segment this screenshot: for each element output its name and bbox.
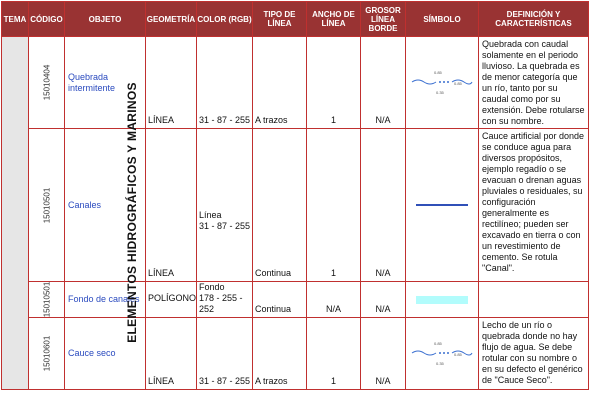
- color-value: Fondo 178 - 255 - 252: [199, 282, 243, 314]
- table-row: [2, 282, 589, 318]
- symbol-dim-label: 0.35: [436, 90, 444, 95]
- definicion-cell: Quebrada con caudal solamente en el periodo lluvioso. La quebrada es de menor categoría que un río, tanto por su caudal como por su extensión. Debe rotularse con su nombre.: [479, 37, 589, 129]
- color-cell: 31 - 87 - 255: [197, 318, 253, 390]
- grosor-cell: N/A: [361, 282, 406, 318]
- objeto-cell: Canales: [65, 129, 146, 282]
- header-color: COLOR (RGB): [197, 2, 253, 37]
- simbolo-cell: [406, 282, 479, 318]
- header-definicion: DEFINICIÓN Y CARACTERÍSTICAS: [479, 2, 589, 37]
- header-simbolo: SÍMBOLO: [406, 2, 479, 37]
- symbol-dim-label: 0.35: [436, 361, 444, 366]
- dashed-line-symbol-icon: [410, 66, 474, 96]
- header-geometria: GEOMETRÍA: [146, 2, 197, 37]
- objeto-cell: Cauce seco: [65, 318, 146, 390]
- grosor-cell: N/A: [361, 37, 406, 129]
- tipo-linea-cell: Continua: [253, 282, 307, 318]
- header-row: [2, 2, 589, 37]
- color-value: Línea 31 - 87 - 255: [199, 210, 251, 231]
- ancho-linea-cell: 1: [307, 318, 361, 390]
- ancho-linea-cell: 1: [307, 37, 361, 129]
- symbology-table: [1, 1, 589, 390]
- codigo-label: 15010501: [42, 281, 52, 318]
- geometria-value: POLÍGONO: [148, 293, 197, 303]
- header-grosor-linea-borde: GROSOR LÍNEA BORDE: [361, 2, 406, 37]
- tipo-linea-cell: Continua: [253, 129, 307, 282]
- symbol-dim-label: 0.85: [434, 70, 442, 75]
- codigo-label: 15010404: [42, 64, 52, 101]
- solid-line-symbol-icon: [416, 204, 468, 206]
- codigo-label: 15010501: [42, 187, 52, 223]
- color-cell: [197, 129, 253, 282]
- codigo-cell: [29, 282, 65, 318]
- grosor-cell: N/A: [361, 318, 406, 390]
- simbolo-cell: [406, 129, 479, 282]
- simbolo-cell: [406, 318, 479, 390]
- geometria-cell: LÍNEA: [146, 318, 197, 390]
- geometria-cell: [146, 282, 197, 318]
- geometria-cell: LÍNEA: [146, 37, 197, 129]
- definicion-cell: Lecho de un río o quebrada donde no hay flujo de agua. Se debe rotular con su nombre o en su defecto el genérico de "Cauce Seco".: [479, 318, 589, 390]
- table-row: [2, 37, 589, 129]
- tipo-linea-cell: A trazos: [253, 318, 307, 390]
- symbol-dim-label: 0.85: [454, 81, 462, 86]
- header-codigo: CÓDIGO: [29, 2, 65, 37]
- color-cell: [197, 282, 253, 318]
- ancho-linea-cell: 1: [307, 129, 361, 282]
- header-tipo-linea: TIPO DE LÍNEA: [253, 2, 307, 37]
- color-cell: 31 - 87 - 255: [197, 37, 253, 129]
- table-row: [2, 129, 589, 282]
- header-tema: TEMA: [2, 2, 29, 37]
- objeto-cell: Quebrada intermitente: [65, 37, 146, 129]
- symbol-dim-label: 0.85: [434, 341, 442, 346]
- table-row: [2, 318, 589, 390]
- tema-label: ELEMENTOS HIDROGRÁFICOS Y MARINOS: [124, 82, 139, 343]
- dashed-line-symbol-icon: [410, 337, 474, 367]
- header-ancho-linea: ANCHO DE LÍNEA: [307, 2, 361, 37]
- geometria-cell: LÍNEA: [146, 129, 197, 282]
- codigo-label: 15010601: [42, 335, 52, 372]
- simbolo-cell: [406, 37, 479, 129]
- tipo-linea-cell: A trazos: [253, 37, 307, 129]
- definicion-cell: Cauce artificial por donde se conduce agua para diversos propósitos, ejemplo regadío o se evacuan o drenan aguas pluviales o residuales, su configuración generalmente es rectilíneo; pueden ser excavado en tierra o con un revestimiento de cemento. Se rotula "Canal".: [479, 129, 589, 282]
- codigo-cell: [29, 37, 65, 129]
- header-objeto: OBJETO: [65, 2, 146, 37]
- grosor-cell: N/A: [361, 129, 406, 282]
- ancho-linea-cell: N/A: [307, 282, 361, 318]
- codigo-cell: [29, 318, 65, 390]
- definicion-cell: [479, 282, 589, 318]
- codigo-cell: [29, 129, 65, 282]
- objeto-cell: Fondo de canales: [65, 282, 146, 318]
- fill-symbol-icon: [416, 296, 468, 304]
- symbol-dim-label: 0.85: [454, 352, 462, 357]
